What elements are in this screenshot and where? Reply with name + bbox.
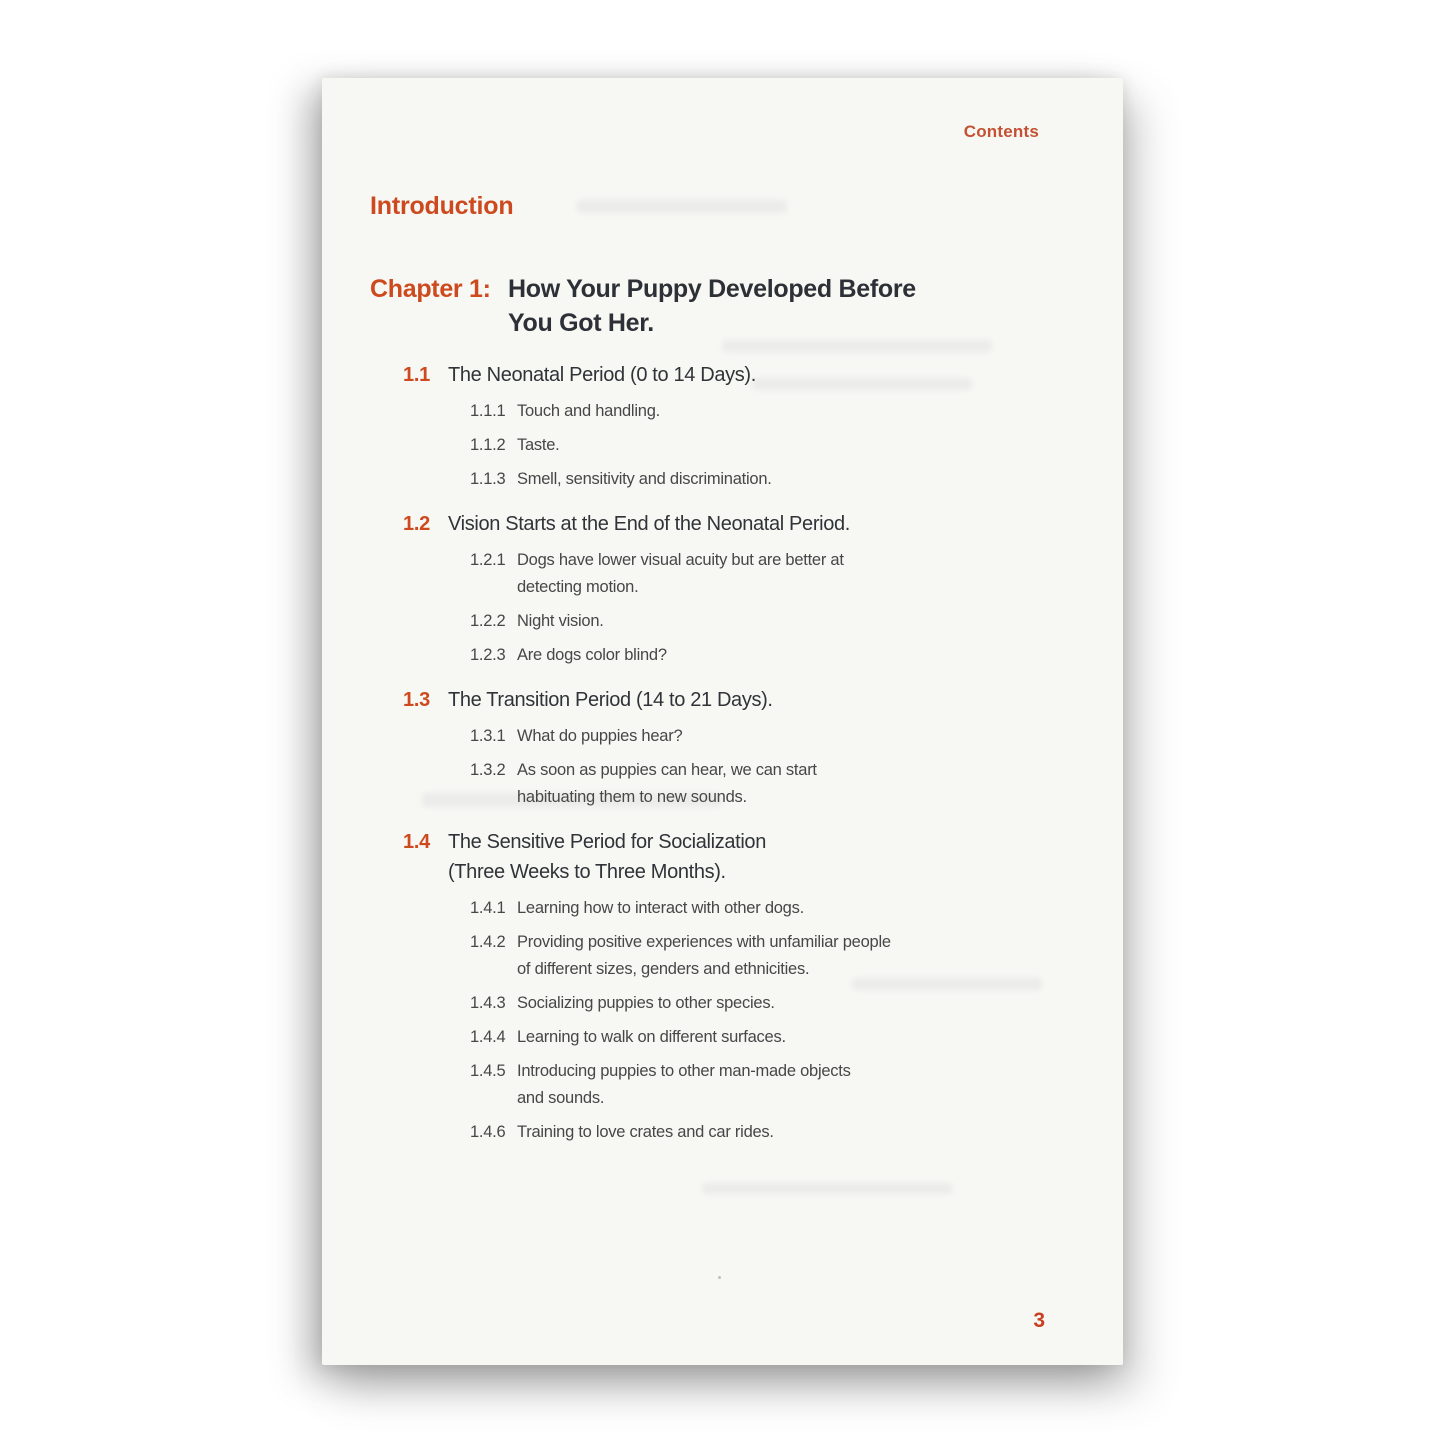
entry-text-line1: Learning to walk on different surfaces. — [517, 1028, 786, 1046]
entry-number: 1.4.6 — [470, 1123, 506, 1141]
section-number: 1.1 — [403, 364, 430, 386]
entry-text-line2: of different sizes, genders and ethnicities. — [517, 960, 810, 978]
entry-text-line1: Training to love crates and car rides. — [517, 1123, 774, 1141]
section-title — [448, 685, 1053, 715]
entry-text-line1: Learning how to interact with other dogs. — [517, 899, 804, 917]
entry-text-line1: Night vision. — [517, 612, 604, 630]
entry-text-line1: Dogs have lower visual acuity but are better at — [517, 551, 844, 569]
section-title — [448, 827, 1053, 887]
entry-text — [517, 929, 1043, 983]
bleedthrough-artifact — [752, 378, 972, 390]
entry-text-line2: and sounds. — [517, 1089, 605, 1107]
entry-text-line2: habituating them to new sounds. — [517, 788, 747, 806]
chapter-1-label: Chapter 1: — [370, 275, 491, 303]
entry-text-line1: Touch and handling. — [517, 402, 660, 420]
bleedthrough-artifact — [577, 200, 787, 213]
toc-entry — [470, 723, 1043, 750]
toc-entry — [470, 466, 1043, 493]
entry-text — [517, 466, 1043, 493]
entry-text — [517, 895, 1043, 922]
entry-text — [517, 990, 1043, 1017]
toc-entry — [470, 398, 1043, 425]
bleedthrough-artifact — [852, 978, 1042, 990]
entry-text — [517, 608, 1043, 635]
bleedthrough-artifact — [422, 793, 722, 807]
toc-section-1-1 — [322, 360, 1123, 493]
entry-number: 1.4.3 — [470, 994, 506, 1012]
entry-text — [517, 432, 1043, 459]
book-page — [322, 78, 1123, 1365]
section-heading — [403, 685, 1053, 715]
entry-text-line1: Introducing puppies to other man-made objects — [517, 1062, 851, 1080]
entry-text — [517, 398, 1043, 425]
section-title-line2: (Three Weeks to Three Months). — [448, 861, 726, 883]
entry-number: 1.1.2 — [470, 436, 506, 454]
entry-text — [517, 1024, 1043, 1051]
entry-text — [517, 1119, 1043, 1146]
scan-speck — [718, 1276, 721, 1279]
entry-number: 1.4.1 — [470, 899, 506, 917]
page-number: 3 — [1033, 1309, 1045, 1332]
introduction-heading: Introduction — [370, 192, 514, 220]
entry-number: 1.3.2 — [470, 761, 506, 779]
section-title-line1: The Transition Period (14 to 21 Days). — [448, 689, 773, 711]
section-number: 1.2 — [403, 513, 430, 535]
section-title — [448, 509, 1053, 539]
entry-text — [517, 642, 1043, 669]
entry-number: 1.1.3 — [470, 470, 506, 488]
entry-text — [517, 1058, 1043, 1112]
section-title-line1: The Sensitive Period for Socialization — [448, 831, 766, 853]
section-heading — [403, 509, 1053, 539]
chapter-1-title — [508, 272, 1063, 340]
entry-number: 1.3.1 — [470, 727, 506, 745]
entry-number: 1.2.2 — [470, 612, 506, 630]
toc-entry — [470, 1024, 1043, 1051]
bleedthrough-artifact — [702, 1183, 952, 1194]
entry-text-line1: Taste. — [517, 436, 560, 454]
section-title-line1: Vision Starts at the End of the Neonatal Period. — [448, 513, 850, 535]
section-number: 1.4 — [403, 831, 430, 853]
entry-text — [517, 547, 1043, 601]
table-of-contents — [322, 360, 1123, 1146]
chapter-1-title-line1: How Your Puppy Developed Before — [508, 275, 916, 303]
entry-text-line1: Are dogs color blind? — [517, 646, 667, 664]
toc-entry — [470, 547, 1043, 601]
entry-text-line1: What do puppies hear? — [517, 727, 683, 745]
toc-entry — [470, 642, 1043, 669]
entry-text-line1: As soon as puppies can hear, we can start — [517, 761, 817, 779]
entry-text-line2: detecting motion. — [517, 578, 639, 596]
entry-number: 1.4.2 — [470, 933, 506, 951]
entry-number: 1.4.4 — [470, 1028, 506, 1046]
section-title-line1: The Neonatal Period (0 to 14 Days). — [448, 364, 756, 386]
bleedthrough-artifact — [722, 340, 992, 352]
toc-entry — [470, 1058, 1043, 1112]
entry-number: 1.4.5 — [470, 1062, 506, 1080]
entry-number: 1.1.1 — [470, 402, 506, 420]
toc-entry — [470, 1119, 1043, 1146]
section-number: 1.3 — [403, 689, 430, 711]
entry-text-line1: Socializing puppies to other species. — [517, 994, 775, 1012]
entry-number: 1.2.1 — [470, 551, 506, 569]
entry-text-line1: Smell, sensitivity and discrimination. — [517, 470, 772, 488]
chapter-1-entry — [370, 272, 1063, 340]
toc-entry — [470, 895, 1043, 922]
section-heading — [403, 827, 1053, 887]
entry-text — [517, 723, 1043, 750]
running-header-contents: Contents — [963, 122, 1039, 141]
toc-entry — [470, 608, 1043, 635]
entry-number: 1.2.3 — [470, 646, 506, 664]
toc-section-1-2 — [322, 509, 1123, 669]
entry-text-line1: Providing positive experiences with unfamiliar people — [517, 933, 891, 951]
toc-entry — [470, 432, 1043, 459]
chapter-1-title-line2: You Got Her. — [508, 309, 654, 337]
toc-entry — [470, 990, 1043, 1017]
toc-entry — [470, 929, 1043, 983]
